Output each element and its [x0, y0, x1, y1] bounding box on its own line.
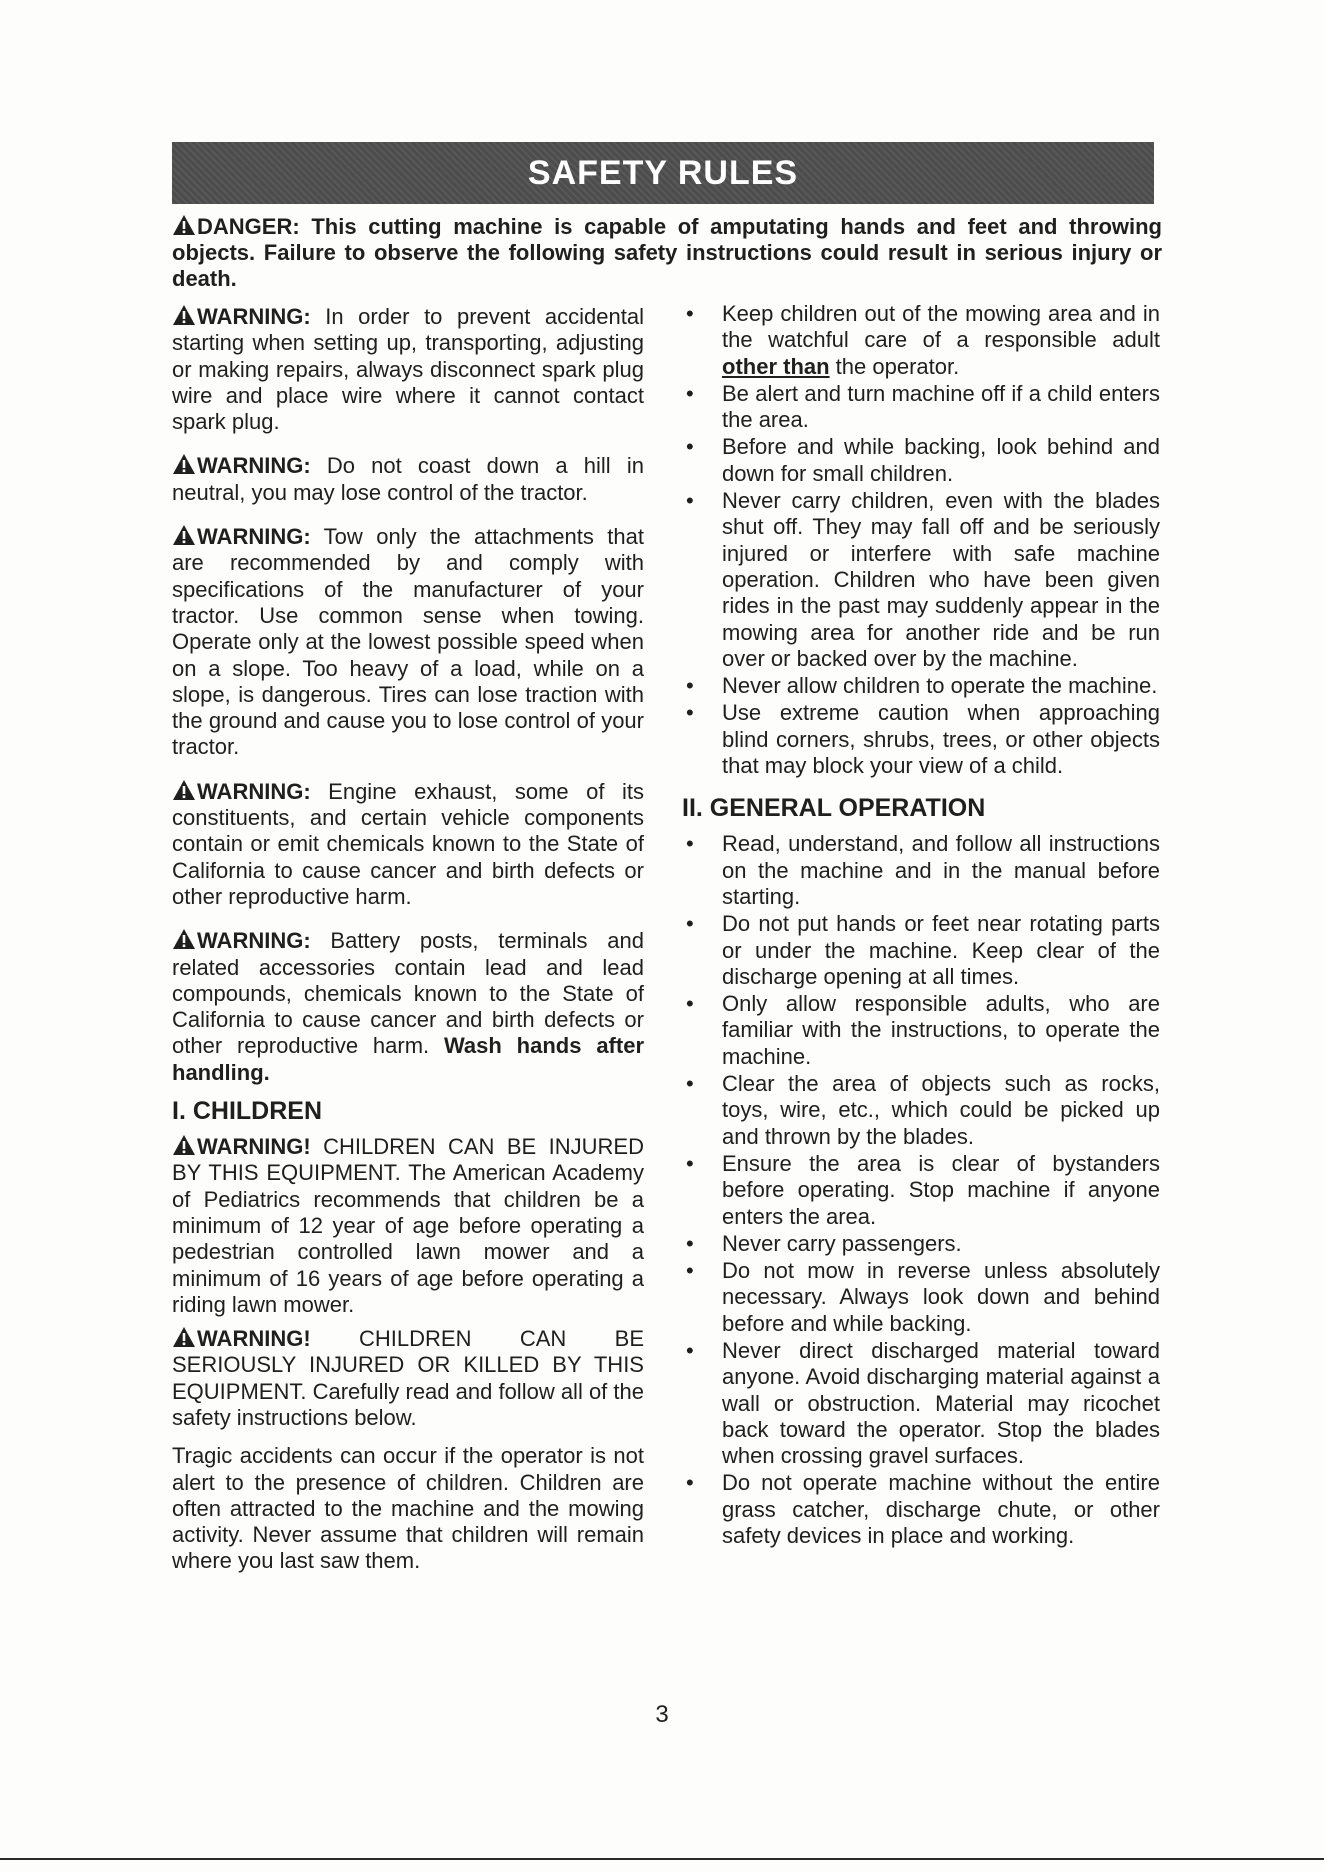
list-item	[682, 1151, 1160, 1230]
warning-paragraph	[172, 779, 644, 910]
list-item	[682, 1258, 1160, 1337]
list-item	[682, 301, 1160, 380]
list-item	[682, 673, 1160, 699]
warning-text: Tow only the attachments that are recommended by and comply with specifications of the manufacturer of your tractor. Use common sense when towing. Operate only at the lowest possible speed when on a slope. Too heavy of a load, while on a slope, is dangerous. Tires can lose traction with the ground and cause you to lose control of your tractor.	[172, 524, 644, 760]
warning-label: WARNING:	[197, 524, 311, 550]
list-item-text: Do not put hands or feet near rotating parts or under the machine. Keep clear of the discharge opening at all times.	[722, 911, 1160, 989]
warning-label: WARNING:	[197, 778, 311, 804]
danger-text: This cutting machine is capable of amputating hands and feet and throwing objects. Failure to observe the following safety instructions could result in serious injury or death.	[172, 214, 1162, 291]
list-item-text: Read, understand, and follow all instructions on the machine and in the manual before starting.	[722, 831, 1160, 909]
section-heading-general-operation: II. GENERAL OPERATION	[682, 794, 986, 823]
danger-label: DANGER:	[197, 214, 300, 239]
bullet: •	[686, 1071, 694, 1097]
bottom-rule	[0, 1858, 1324, 1860]
bullet: •	[686, 700, 694, 726]
warning-triangle-icon	[172, 1326, 196, 1348]
list-item-text: Do not operate machine without the entire grass catcher, discharge chute, or other safety devices in place and working.	[722, 1470, 1160, 1549]
emphasis-other-than: other than	[722, 353, 830, 379]
list-item-text: Never carry children, even with the blades shut off. They may fall off and be seriously injured or interfere with safe machine operation. Children who have been given rides in the past may suddenly appear in the mowing area for another ride and be run over or backed over by the machine.	[722, 488, 1160, 671]
list-item-text: Only allow responsible adults, who are familiar with the instructions, to operate the machine.	[722, 991, 1160, 1069]
warning-paragraph	[172, 453, 644, 506]
warning-paragraph	[172, 524, 644, 761]
right-column	[682, 301, 1160, 1550]
list-item	[682, 1338, 1160, 1469]
left-column	[172, 304, 644, 1593]
children-warning-2	[172, 1326, 644, 1431]
warning-text: Do not coast down a hill in neutral, you may lose control of the tractor.	[172, 453, 644, 505]
list-item-text: Keep children out of the mowing area and in the watchful care of a responsible adult	[722, 301, 1160, 353]
list-item-text: Be alert and turn machine off if a child enters the area.	[722, 380, 1160, 433]
warning-label: WARNING:	[197, 453, 311, 479]
bullet: •	[686, 488, 694, 514]
warning-text: Battery posts, terminals and related accessories contain lead and lead compounds, chemicals known to the State of California to cause cancer and birth defects or other reproductive harm.	[172, 928, 644, 1059]
list-item	[682, 700, 1160, 779]
list-item	[682, 831, 1160, 910]
bullet: •	[686, 673, 694, 699]
section-heading-children: I. CHILDREN	[172, 1097, 322, 1126]
list-item-text: the operator.	[829, 353, 960, 379]
bullet: •	[686, 1470, 694, 1496]
bullet: •	[686, 1150, 694, 1176]
warning-label: WARNING:	[197, 928, 311, 954]
warning-triangle-icon	[172, 779, 196, 801]
list-item	[682, 488, 1160, 672]
warning-triangle-icon	[172, 453, 196, 475]
warning-triangle-icon	[172, 1134, 196, 1156]
warning-triangle-icon	[172, 524, 196, 546]
children-warning-1	[172, 1134, 644, 1318]
section-banner	[172, 142, 1154, 204]
warning-text: CHILDREN CAN BE INJURED BY THIS EQUIPMENT. The American Academy of Pediatrics recommends that children be a minimum of 12 year of age before operating a pedestrian controlled lawn mower and a minimum of 16 years of age before operating a riding lawn mower.	[172, 1134, 644, 1317]
list-item-text: Never allow children to operate the machine.	[722, 673, 1158, 699]
danger-notice	[172, 214, 1162, 292]
bullet: •	[686, 1258, 694, 1284]
general-operation-list	[682, 831, 1160, 1549]
list-item	[682, 1470, 1160, 1549]
bullet: •	[686, 434, 694, 460]
children-rules-list	[682, 301, 1160, 779]
bullet: •	[686, 301, 694, 326]
list-item	[682, 911, 1160, 990]
warning-text: In order to prevent accidental starting when setting up, transporting, adjusting or making repairs, always disconnect spark plug wire and place wire where it cannot contact spark plug.	[172, 304, 644, 435]
list-item-text: Never direct discharged material toward anyone. Avoid discharging material against a wall or obstruction. Material may ricochet back toward the operator. Stop the blades when crossing gravel surfaces.	[722, 1337, 1160, 1469]
list-item-text: Do not mow in reverse unless absolutely necessary. Always look down and behind before and while backing.	[722, 1258, 1160, 1336]
bullet: •	[686, 911, 694, 937]
warning-triangle-icon	[172, 928, 196, 950]
list-item-text: Never carry passengers.	[722, 1230, 962, 1256]
bullet: •	[686, 1230, 694, 1256]
warning-triangle-icon	[172, 214, 196, 236]
bullet: •	[686, 991, 694, 1017]
list-item-text: Clear the area of objects such as rocks, toys, wire, etc., which could be picked up and thrown by the blades.	[722, 1071, 1160, 1149]
children-intro: Tragic accidents can occur if the operator is not alert to the presence of children. Children are often attracted to the machine and the mowing activity. Never assume that children will remain where you last saw them.	[172, 1443, 644, 1574]
warning-text: CHILDREN CAN BE SERIOUSLY INJURED OR KILLED BY THIS EQUIPMENT. Carefully read and follow all of the safety instructions below.	[172, 1326, 644, 1430]
list-item-text: Ensure the area is clear of bystanders before operating. Stop machine if anyone enters the area.	[722, 1150, 1160, 1229]
warning-paragraph	[172, 304, 644, 435]
warning-label: WARNING!	[197, 1326, 311, 1352]
list-item	[682, 991, 1160, 1070]
bullet: •	[686, 831, 694, 857]
warning-label: WARNING:	[197, 304, 311, 329]
bullet: •	[686, 1337, 694, 1363]
warning-text: Engine exhaust, some of its constituents, and certain vehicle components contain or emit chemicals known to the State of California to cause cancer and birth defects or other reproductive harm.	[172, 778, 644, 909]
list-item	[682, 1071, 1160, 1150]
list-item	[682, 1231, 1160, 1257]
warning-paragraph	[172, 928, 644, 1086]
bullet: •	[686, 380, 694, 406]
banner-title: SAFETY RULES	[527, 153, 799, 192]
page-number: 3	[655, 1701, 669, 1728]
warning-triangle-icon	[172, 304, 196, 326]
warning-label: WARNING!	[197, 1134, 311, 1160]
list-item	[682, 434, 1160, 487]
list-item-text: Before and while backing, look behind and down for small children.	[722, 434, 1160, 486]
wash-hands-note: Wash hands after handling.	[172, 1033, 644, 1085]
list-item-text: Use extreme caution when approaching blind corners, shrubs, trees, or other objects that may block your view of a child.	[722, 700, 1160, 779]
list-item	[682, 381, 1160, 434]
